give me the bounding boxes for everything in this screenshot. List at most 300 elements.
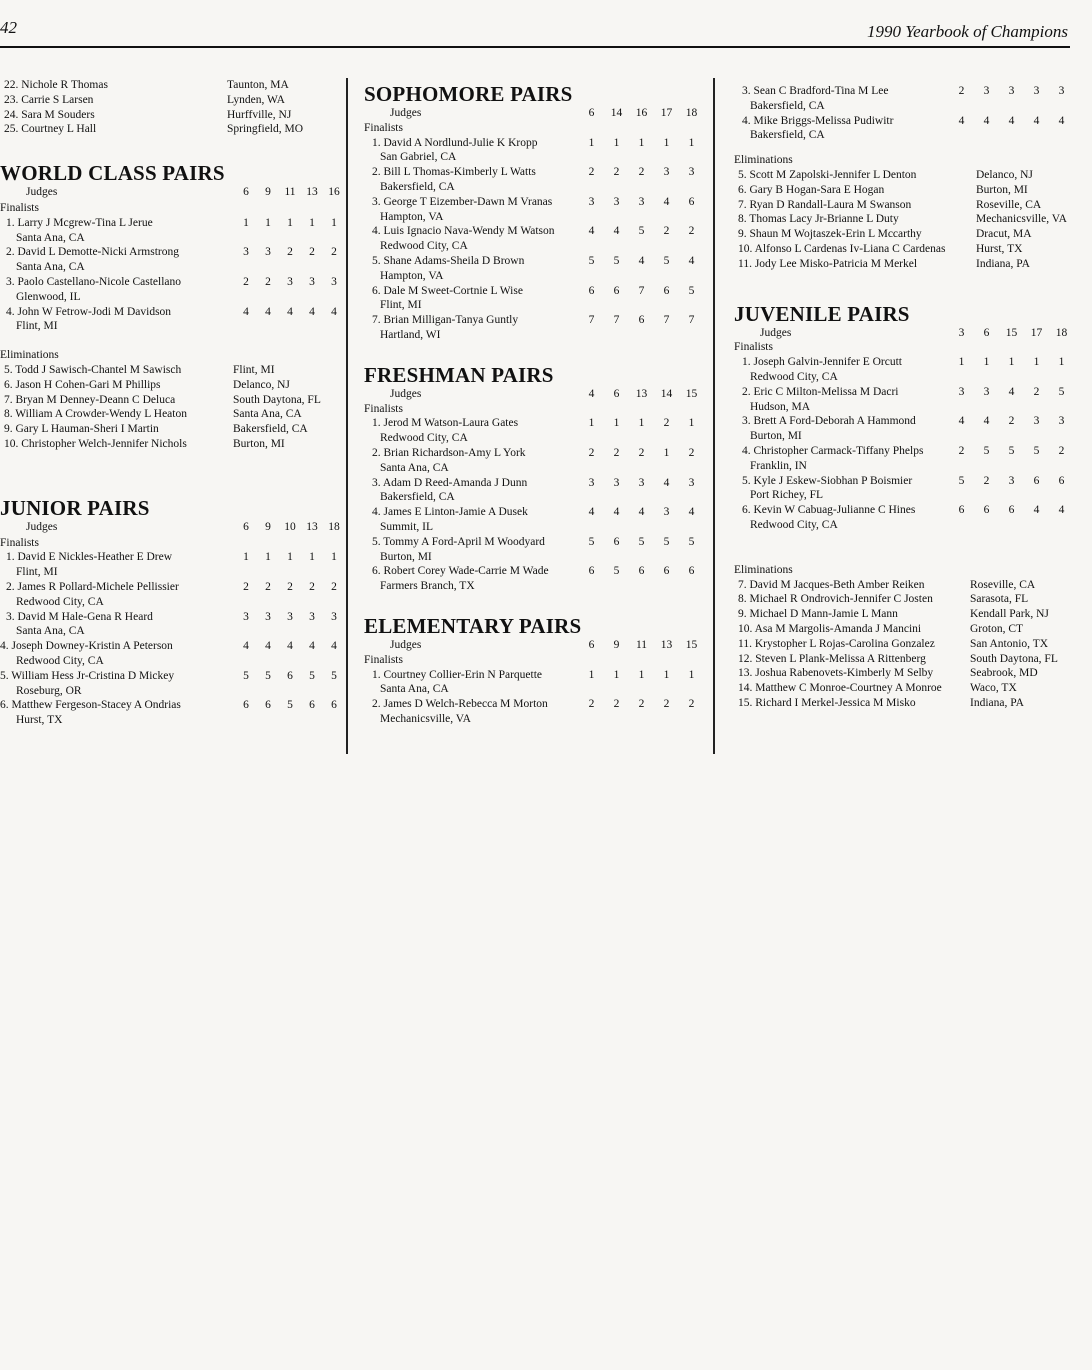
eliminations-label: Eliminations: [734, 154, 793, 167]
entry-location: Santa Ana, CA: [380, 683, 449, 696]
entry-name: 10. Christopher Welch-Jennifer Nichols: [4, 437, 187, 450]
score: 2: [638, 698, 645, 711]
score: 6: [613, 535, 620, 548]
section-title: JUVENILE PAIRS: [734, 301, 910, 326]
judge-number: 13: [306, 186, 318, 199]
section-title: SOPHOMORE PAIRS: [364, 82, 573, 106]
entry-name: 22. Nichole R Thomas: [4, 79, 108, 91]
list-item: [364, 313, 704, 343]
entry-name: 9. Michael D Mann-Jamie L Mann: [738, 608, 898, 621]
score: 2: [1058, 444, 1065, 457]
score: 3: [588, 476, 595, 489]
entry-location: Hampton, VA: [380, 210, 444, 223]
section-title: WORLD CLASS PAIRS: [0, 161, 225, 186]
score: 3: [688, 476, 695, 489]
judge-number: 6: [613, 387, 620, 400]
score: 6: [663, 565, 670, 578]
list-item: [364, 668, 704, 698]
judge-number: 6: [243, 186, 249, 199]
judges-row: [364, 387, 704, 402]
entry-location: Hudson, MA: [750, 400, 811, 413]
score: 1: [958, 356, 965, 369]
judge-number: 9: [613, 638, 620, 651]
list-item: [364, 535, 704, 565]
entry-location: Santa Ana, CA: [16, 625, 85, 638]
list-item: [734, 227, 1074, 242]
list-item: [0, 93, 345, 108]
list-item: [364, 697, 704, 727]
header-rule: [0, 46, 1070, 48]
column-1: [0, 78, 345, 728]
score: 3: [1008, 474, 1015, 487]
score: 1: [983, 356, 990, 369]
score: 4: [588, 506, 595, 519]
score: 3: [663, 166, 670, 179]
entry-location: Seabrook, MD: [970, 667, 1038, 680]
judge-number: 11: [635, 638, 648, 651]
score: 4: [1058, 114, 1065, 127]
entry-name: 3. Paolo Castellano-Nicole Castellano: [6, 275, 182, 288]
score: 4: [309, 305, 315, 318]
list-item: [364, 564, 704, 594]
score: 4: [688, 254, 695, 267]
list-item: [734, 607, 1074, 622]
entry-name: 4. John W Fetrow-Jodi M Davidson: [6, 305, 172, 318]
score: 1: [688, 668, 695, 681]
entry-location: San Antonio, TX: [970, 637, 1049, 650]
entry-location: Hurffville, NJ: [227, 108, 292, 121]
entry-name: 5. Scott M Zapolski-Jennifer L Denton: [738, 168, 917, 181]
entry-location: Redwood City, CA: [380, 432, 468, 445]
score: 4: [243, 305, 249, 318]
entry-name: 8. Thomas Lacy Jr-Brianne L Duty: [738, 213, 899, 226]
entry-name: 1. David E Nickles-Heather E Drew: [6, 551, 173, 564]
score: 3: [613, 195, 620, 208]
entry-location: Port Richey, FL: [750, 489, 824, 502]
entry-name: 25. Courtney L Hall: [4, 123, 97, 136]
score: 4: [1008, 385, 1015, 398]
juvenile-pairs-section: [734, 302, 1074, 711]
list-item: [364, 416, 704, 446]
score: 5: [638, 535, 645, 548]
entry-name: 3. Sean C Bradford-Tina M Lee: [742, 85, 889, 97]
finalists-list: [734, 355, 1074, 533]
entry-location: Roseburg, OR: [16, 684, 82, 697]
score: 4: [1058, 504, 1065, 517]
list-item: [0, 639, 345, 669]
entry-location: Santa Ana, CA: [233, 408, 302, 421]
score: 2: [1033, 385, 1040, 398]
list-item: [734, 212, 1074, 227]
judge-numbers: [579, 387, 704, 402]
score: 7: [588, 314, 595, 327]
score: 4: [688, 506, 695, 519]
score: 2: [613, 698, 620, 711]
judge-number: 15: [685, 638, 698, 651]
entry-location: Delanco, NJ: [976, 168, 1033, 181]
entry-location: Bakersfield, CA: [380, 180, 455, 193]
score: 2: [638, 166, 645, 179]
score: 6: [958, 504, 965, 517]
entry-name: 2. Brian Richardson-Amy L York: [372, 446, 526, 459]
judge-numbers: [949, 326, 1074, 341]
entry-location: Bakersfield, CA: [380, 491, 455, 504]
judges-row: [364, 106, 704, 121]
score: 2: [287, 580, 293, 593]
list-item: [734, 198, 1074, 213]
judge-numbers: [235, 185, 345, 200]
score: 5: [983, 444, 990, 457]
judge-number: 16: [328, 186, 340, 199]
score: 1: [1008, 356, 1015, 369]
entry-location: Bakersfield, CA: [233, 423, 308, 436]
score: 6: [265, 699, 271, 712]
judge-number: 9: [265, 186, 271, 199]
entry-location: Waco, TX: [970, 682, 1017, 695]
entry-location: Hampton, VA: [380, 269, 444, 282]
score: 1: [638, 417, 645, 430]
list-item: [0, 669, 345, 699]
score: 4: [265, 305, 271, 318]
world-class-pairs-section: [0, 161, 345, 452]
score: 3: [1033, 415, 1040, 428]
list-item: [0, 275, 345, 305]
judge-number: 15: [1005, 326, 1018, 339]
judges-label: Judges: [390, 107, 422, 119]
list-item: [0, 378, 345, 393]
entry-location: Hurst, TX: [976, 242, 1023, 255]
score: 2: [243, 580, 249, 593]
elementary-pairs-section: [364, 614, 704, 727]
score: 6: [243, 699, 249, 712]
judge-number: 13: [635, 387, 648, 400]
entry-name: 6. Gary B Hogan-Sara E Hogan: [738, 183, 885, 196]
score: 1: [638, 136, 645, 149]
entry-name: 5. Shane Adams-Sheila D Brown: [372, 254, 525, 267]
list-item: [734, 183, 1074, 198]
entry-name: 1. David A Nordlund-Julie K Kropp: [372, 136, 538, 149]
elementary-pairs-continued: [734, 84, 1074, 272]
entry-location: Redwood City, CA: [16, 595, 104, 608]
judge-number: 18: [1055, 326, 1068, 339]
score: 6: [1008, 504, 1015, 517]
score: 5: [613, 565, 620, 578]
score: 3: [983, 85, 990, 97]
score: 3: [613, 476, 620, 489]
entry-name: 4. Luis Ignacio Nava-Wendy M Watson: [372, 225, 555, 238]
score: 5: [688, 535, 695, 548]
score: 2: [588, 698, 595, 711]
list-item: [734, 652, 1074, 667]
score: 3: [958, 385, 965, 398]
score: 7: [688, 314, 695, 327]
entry-location: Indiana, PA: [976, 257, 1030, 270]
eliminations-label: Eliminations: [734, 563, 793, 576]
entry-location: Kendall Park, NJ: [970, 608, 1049, 621]
score: 1: [613, 417, 620, 430]
score: 1: [688, 136, 695, 149]
entry-location: Santa Ana, CA: [16, 231, 85, 244]
entry-location: Summit, IL: [380, 520, 434, 533]
score: 5: [265, 669, 271, 682]
score: 4: [331, 640, 337, 653]
entry-name: 3. David M Hale-Gena R Heard: [6, 610, 153, 623]
score: 3: [638, 476, 645, 489]
list-item: [0, 108, 345, 123]
finalists-list: [364, 136, 704, 343]
score: 3: [1033, 85, 1040, 97]
finalists-label: Finalists: [0, 201, 39, 214]
score: 3: [688, 166, 695, 179]
score: 1: [663, 446, 670, 459]
score: 6: [287, 669, 293, 682]
score: 4: [663, 195, 670, 208]
list-item: [364, 136, 704, 166]
score: 7: [638, 284, 645, 297]
judges-row: [0, 185, 345, 200]
entry-name: 2. David L Demotte-Nicki Armstrong: [6, 246, 179, 259]
junior-pairs-section: [0, 496, 345, 728]
score: 2: [265, 275, 271, 288]
score: 2: [588, 166, 595, 179]
entry-name: 10. Asa M Margolis-Amanda J Mancini: [738, 622, 922, 635]
score: 4: [287, 640, 293, 653]
eliminations-label: Eliminations: [0, 349, 59, 362]
list-item: [364, 446, 704, 476]
finalists-list: [364, 416, 704, 594]
score: 2: [958, 444, 965, 457]
judge-number: 3: [958, 326, 965, 339]
judge-number: 9: [265, 520, 271, 533]
score: 2: [663, 417, 670, 430]
entry-name: 10. Alfonso L Cardenas Iv-Liana C Cardenas: [738, 242, 946, 255]
finalists-label: Finalists: [364, 402, 403, 415]
score: 6: [331, 699, 337, 712]
entry-name: 9. Gary L Hauman-Sheri I Martin: [4, 423, 159, 436]
list-item: [0, 216, 345, 246]
entry-name: 3. George T Eizember-Dawn M Vranas: [372, 195, 553, 208]
score: 3: [983, 385, 990, 398]
entry-location: Flint, MI: [16, 566, 58, 579]
list-item: [734, 474, 1074, 504]
score: 6: [1033, 474, 1040, 487]
column-divider-2: [713, 78, 715, 754]
list-item: [364, 505, 704, 535]
finalists-label: Finalists: [734, 341, 773, 354]
score: 4: [638, 506, 645, 519]
entry-location: Springfield, MO: [227, 123, 304, 136]
entry-name: 7. Ryan D Randall-Laura M Swanson: [738, 198, 912, 211]
list-item: [734, 503, 1074, 533]
score: 4: [1033, 504, 1040, 517]
score: 5: [1008, 444, 1015, 457]
entry-location: Redwood City, CA: [750, 370, 838, 383]
entry-location: Taunton, MA: [227, 79, 289, 91]
score: 2: [309, 246, 315, 259]
judges-label: Judges: [390, 387, 422, 400]
entry-name: 8. Michael R Ondrovich-Jennifer C Josten: [738, 593, 933, 606]
score: 1: [613, 136, 620, 149]
score: 5: [243, 669, 249, 682]
judge-number: 6: [243, 520, 249, 533]
finalists-list: [0, 216, 345, 334]
score: 5: [958, 474, 965, 487]
entry-location: Bakersfield, CA: [750, 99, 825, 112]
score: 1: [265, 551, 271, 564]
score: 2: [588, 446, 595, 459]
entry-location: Burton, MI: [750, 430, 802, 443]
judge-number: 18: [328, 520, 340, 533]
judge-number: 13: [660, 638, 673, 651]
score: 2: [265, 580, 271, 593]
score: 2: [309, 580, 315, 593]
score: 2: [958, 85, 965, 97]
book-title: 1990 Yearbook of Champions: [866, 22, 1068, 41]
score: 7: [663, 314, 670, 327]
judge-number: 14: [610, 107, 623, 119]
score: 5: [663, 535, 670, 548]
score: 1: [1033, 356, 1040, 369]
score: 2: [331, 580, 337, 593]
list-item: [734, 385, 1074, 415]
score: 4: [983, 415, 990, 428]
entry-name: 2. Bill L Thomas-Kimberly L Watts: [372, 166, 536, 179]
judge-number: 4: [588, 387, 595, 400]
eliminations-list: [0, 363, 345, 452]
entry-name: 9. Shaun M Wojtaszek-Erin L Mccarthy: [738, 228, 922, 241]
score: 5: [1058, 385, 1065, 398]
entry-location: Flint, MI: [380, 299, 422, 312]
entry-name: 23. Carrie S Larsen: [4, 93, 94, 106]
score: 4: [613, 225, 620, 238]
entry-name: 11. Jody Lee Misko-Patricia M Merkel: [738, 257, 918, 270]
score: 5: [588, 535, 595, 548]
list-item: [364, 165, 704, 195]
score: 2: [613, 166, 620, 179]
judge-numbers: [579, 106, 704, 121]
list-item: [0, 580, 345, 610]
score: 1: [588, 136, 595, 149]
score: 2: [243, 275, 249, 288]
list-item: [0, 550, 345, 580]
judges-label: Judges: [760, 326, 792, 339]
score: 2: [983, 474, 990, 487]
score: 4: [958, 114, 965, 127]
score: 3: [309, 610, 315, 623]
column-3: [734, 78, 1074, 711]
score: 3: [309, 275, 315, 288]
list-item: [734, 414, 1074, 444]
column-divider-1: [346, 78, 348, 754]
page-number: 42: [0, 18, 17, 37]
entry-location: Flint, MI: [233, 363, 275, 376]
entry-name: 7. Brian Milligan-Tanya Guntly: [372, 314, 519, 327]
list-item: [734, 168, 1074, 183]
section-title: FRESHMAN PAIRS: [364, 362, 554, 387]
list-item: [0, 407, 345, 422]
judge-number: 14: [660, 387, 673, 400]
score: 5: [331, 669, 337, 682]
list-item: [734, 444, 1074, 474]
judge-numbers: [235, 520, 345, 535]
entry-name: 6. Matthew Fergeson-Stacey A Ondrias: [0, 699, 181, 712]
entry-name: 2. James D Welch-Rebecca M Morton: [372, 698, 548, 711]
freshman-pairs-section: [364, 363, 704, 594]
score: 4: [588, 225, 595, 238]
score: 2: [688, 225, 695, 238]
list-item: [734, 681, 1074, 696]
score: 4: [958, 415, 965, 428]
score: 3: [265, 610, 271, 623]
score: 4: [243, 640, 249, 653]
score: 1: [663, 136, 670, 149]
list-item: [734, 578, 1074, 593]
list-item: [734, 666, 1074, 681]
judges-label: Judges: [390, 638, 422, 651]
score: 5: [1033, 444, 1040, 457]
entry-location: Redwood City, CA: [380, 240, 468, 253]
list-item: [0, 122, 345, 137]
list-item: [0, 698, 345, 728]
score: 7: [613, 314, 620, 327]
list-item: [0, 437, 345, 452]
judge-number: 11: [284, 186, 296, 199]
entry-location: Redwood City, CA: [16, 654, 104, 667]
score: 2: [1008, 415, 1015, 428]
score: 6: [638, 565, 645, 578]
entry-location: Hartland, WI: [380, 328, 441, 341]
judge-number: 18: [685, 107, 698, 119]
list-item: [364, 284, 704, 314]
score: 1: [588, 668, 595, 681]
entry-location: Roseville, CA: [976, 198, 1042, 211]
entry-name: 6. Dale M Sweet-Cortnie L Wise: [372, 284, 523, 297]
finalists-list: [364, 668, 704, 727]
entry-name: 2. James R Pollard-Michele Pellissier: [6, 580, 179, 593]
score: 1: [331, 216, 337, 229]
score: 5: [663, 254, 670, 267]
entry-location: Hurst, TX: [16, 714, 63, 727]
entry-name: 5. Tommy A Ford-April M Woodyard: [372, 535, 545, 548]
score: 1: [331, 551, 337, 564]
score: 5: [588, 254, 595, 267]
score: 5: [688, 284, 695, 297]
score: 1: [688, 417, 695, 430]
judge-number: 13: [306, 520, 318, 533]
score: 4: [1008, 114, 1015, 127]
entry-location: Santa Ana, CA: [380, 461, 449, 474]
score: 2: [688, 446, 695, 459]
entry-location: South Daytona, FL: [970, 652, 1058, 665]
column-2: [364, 78, 704, 727]
entry-location: Dracut, MA: [976, 228, 1032, 241]
score: 1: [287, 216, 293, 229]
entry-name: 5. Kyle J Eskew-Siobhan P Boismier: [742, 474, 913, 487]
score: 2: [638, 446, 645, 459]
list-item: [734, 637, 1074, 652]
entry-name: 1. Courtney Collier-Erin N Parquette: [372, 668, 542, 681]
score: 3: [1058, 415, 1065, 428]
entry-location: Delanco, NJ: [233, 378, 290, 391]
score: 5: [287, 699, 293, 712]
judge-number: 17: [660, 107, 673, 119]
finalists-label: Finalists: [0, 536, 39, 549]
section-title: ELEMENTARY PAIRS: [364, 613, 582, 638]
score: 4: [983, 114, 990, 127]
entry-location: Lynden, WA: [227, 93, 285, 106]
finalists-label: Finalists: [364, 653, 403, 666]
entry-name: 3. Adam D Reed-Amanda J Dunn: [372, 476, 528, 489]
